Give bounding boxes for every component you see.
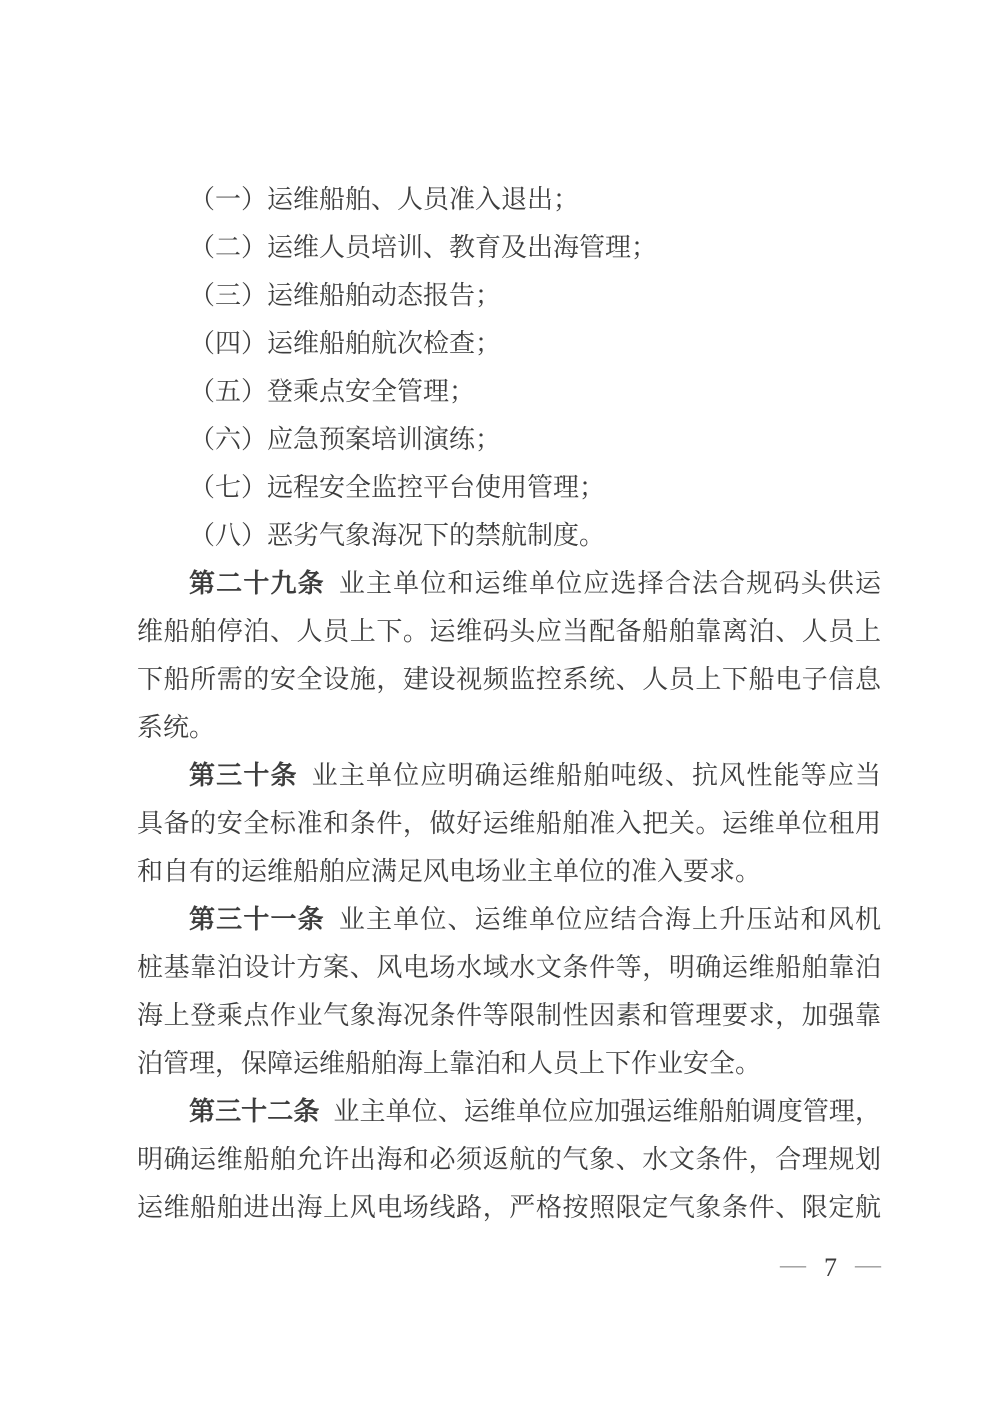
list-item-1: （一）运维船舶、人员准入退出；: [189, 185, 580, 214]
article-31-line-3: 海上登乘点作业气象海况条件等限制性因素和管理要求，加强靠: [137, 1001, 881, 1030]
list-item-7: （七）远程安全监控平台使用管理；: [189, 473, 606, 502]
list-item-2: （二）运维人员培训、教育及出海管理；: [189, 233, 658, 262]
article-32-line-3: 运维船舶进出海上风电场线路，严格按照限定气象条件、限定航: [137, 1193, 881, 1222]
article-31-line-4: 泊管理，保障运维船舶海上靠泊和人员上下作业安全。: [137, 1049, 762, 1078]
article-31-line-2: 桩基靠泊设计方案、风电场水域水文条件等，明确运维船舶靠泊: [137, 953, 881, 982]
article-30-line-3: 和自有的运维船舶应满足风电场业主单位的准入要求。: [137, 857, 762, 886]
article-32-line-1: [137, 1088, 881, 1136]
article-30-heading: 第三十条: [189, 761, 298, 790]
list-item-5: （五）登乘点安全管理；: [189, 377, 476, 406]
article-29-line-3: 下船所需的安全设施，建设视频监控系统、人员上下船电子信息: [137, 665, 881, 694]
article-29-line-1: [137, 560, 881, 608]
article-32-heading: 第三十二条: [189, 1097, 320, 1126]
list-item-3: （三）运维船舶动态报告；: [189, 281, 502, 310]
article-29-line-2: 维船舶停泊、人员上下。运维码头应当配备船舶靠离泊、人员上: [137, 617, 881, 646]
list-item-4: （四）运维船舶航次检查；: [189, 329, 502, 358]
article-31-heading: 第三十一条: [189, 905, 325, 934]
article-30-line-2: 具备的安全标准和条件，做好运维船舶准入把关。运维单位租用: [137, 809, 881, 838]
article-29-text: 业主单位和运维单位应选择合法合规码头供运: [338, 569, 881, 598]
footer-right-dash: —: [855, 1250, 881, 1279]
page-footer: [137, 1244, 881, 1292]
article-32-line-2: 明确运维船舶允许出海和必须返航的气象、水文条件，合理规划: [137, 1145, 881, 1174]
list-item-6: （六）应急预案培训演练；: [189, 425, 502, 454]
footer-left-dash: —: [780, 1250, 806, 1279]
article-31-line-1: [137, 896, 881, 944]
article-31-text: 业主单位、运维单位应结合海上升压站和风机: [338, 905, 881, 934]
article-32-text: 业主单位、运维单位应加强运维船舶调度管理，: [333, 1097, 881, 1126]
article-30-text: 业主单位应明确运维船舶吨级、抗风性能等应当: [311, 761, 881, 790]
page-number: 7: [824, 1253, 837, 1282]
article-29-heading: 第二十九条: [189, 569, 325, 598]
article-29-line-4: 系统。: [137, 713, 216, 742]
document-body: [137, 176, 881, 1232]
list-item-8: （八）恶劣气象海况下的禁航制度。: [189, 521, 606, 550]
article-30-line-1: [137, 752, 881, 800]
